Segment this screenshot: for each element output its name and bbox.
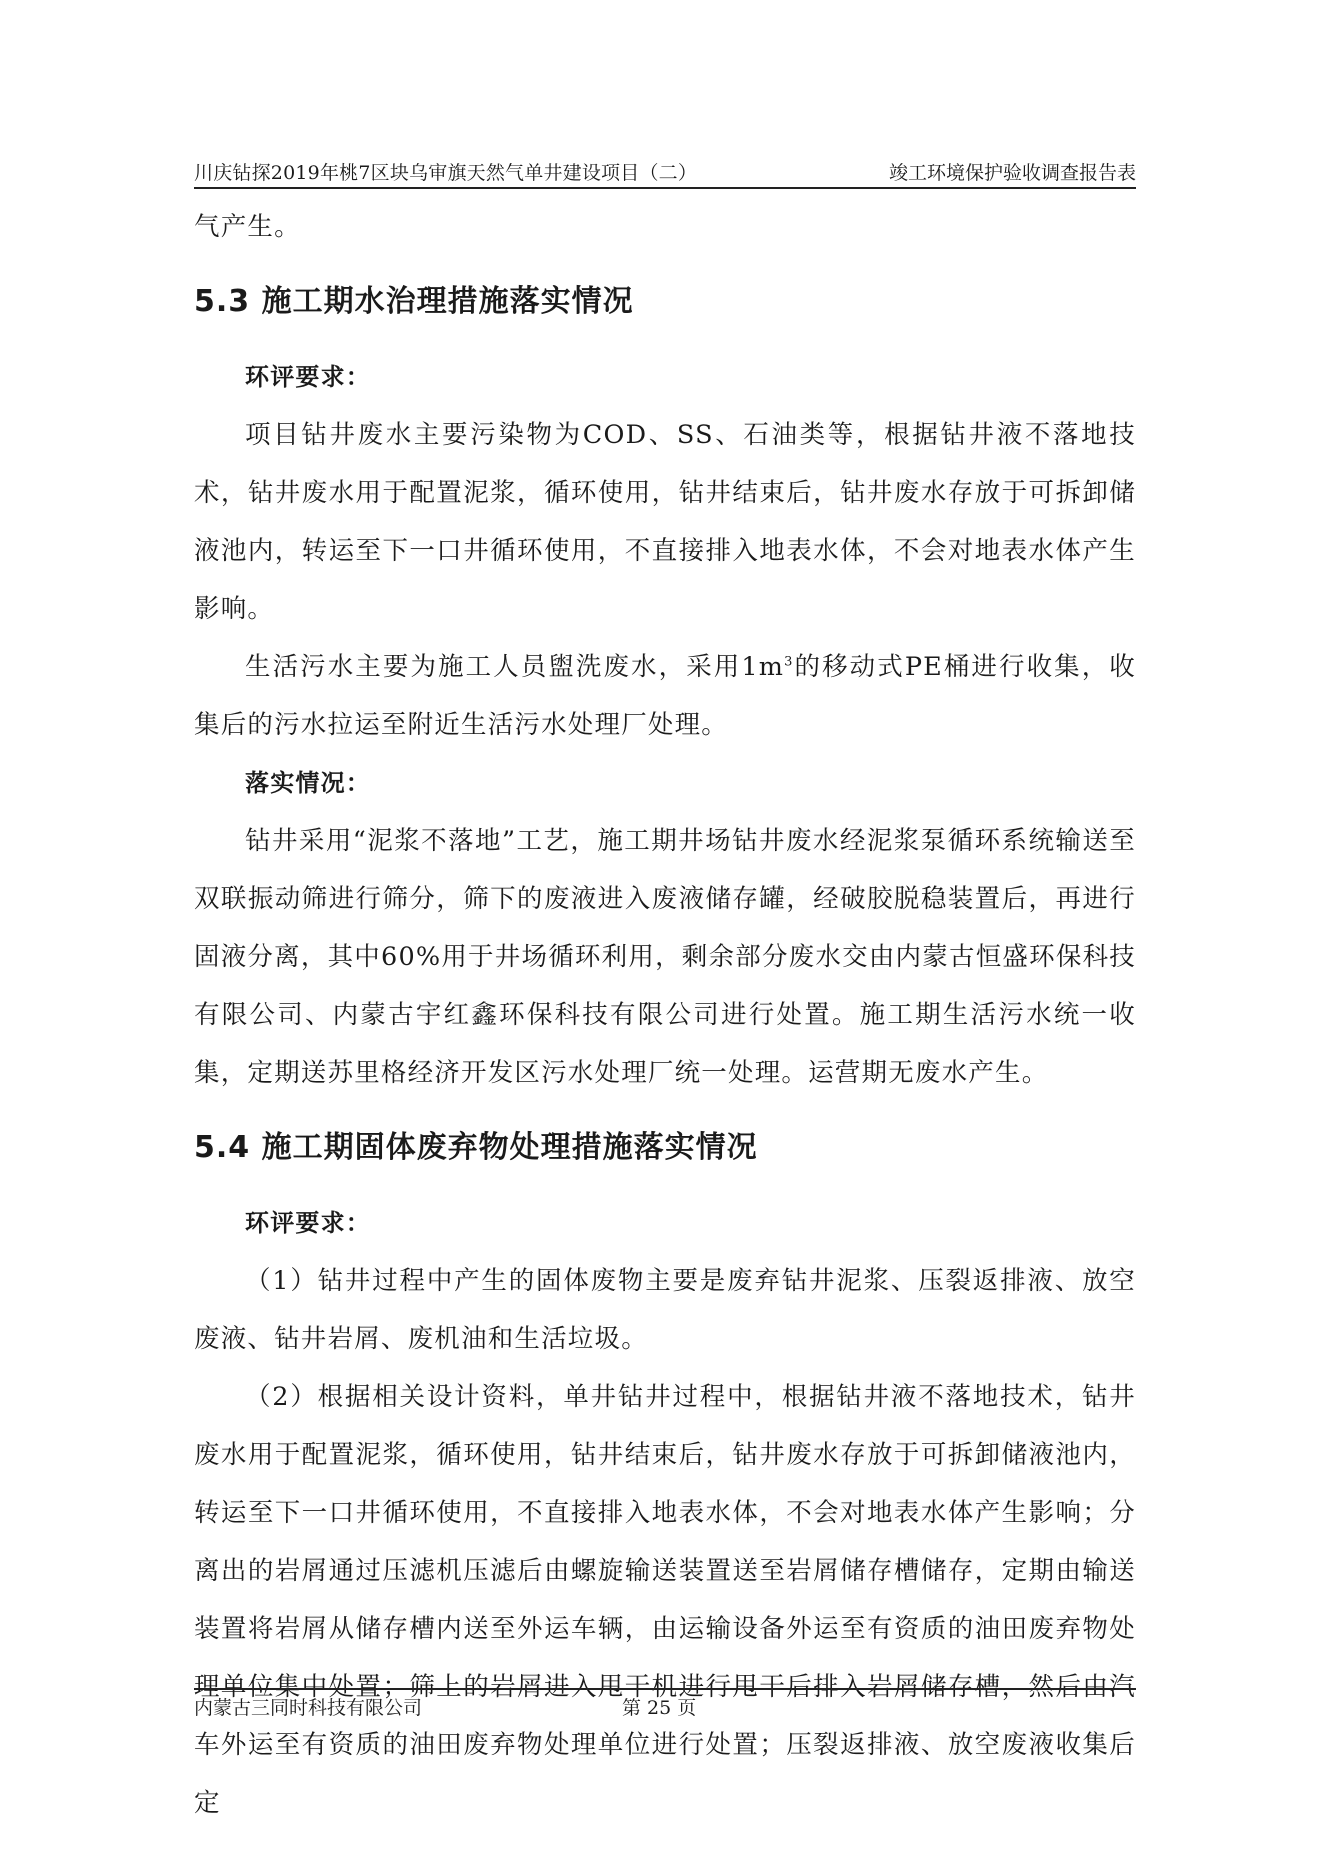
header-rule [194, 187, 1136, 189]
footer-rule [194, 1688, 1136, 1690]
page-body [194, 198, 1136, 1832]
page-number: 第 25 页 [622, 1697, 697, 1719]
footer-company: 内蒙古三同时科技有限公司 [194, 1697, 423, 1719]
label-eia-requirement: 环评要求： [245, 363, 371, 391]
label-implementation: 落实情况： [245, 769, 371, 797]
section-heading-5-3: 5.3 施工期水治理措施落实情况 [194, 284, 634, 319]
header-report-title: 竣工环境保护验收调查报告表 [888, 162, 1136, 184]
paragraph-continuation: 气产生。 [194, 212, 301, 242]
paragraph-implementation: 钻井采用“泥浆不落地”工艺，施工期井场钻井废水经泥浆泵循环系统输送至双联振动筛进行筛分，筛下的废液进入废液储存罐，经破胶脱稳装置后，再进行固液分离，其中60%用于井场循环利用，剩余部分废水交由内蒙古恒盛环保科技有限公司、内蒙古宇红鑫环保科技有限公司进行处置。施工期生活污水统一收集，定期送苏里格经济开发区污水处理厂统一处理。运营期无废水产生。 [194, 826, 1136, 1088]
header-project-title: 川庆钻探2019年桃7区块乌审旗天然气单井建设项目（二） [194, 162, 698, 184]
paragraph-solid-waste-2: （2）根据相关设计资料，单井钻井过程中，根据钻井液不落地技术，钻井废水用于配置泥浆，循环使用，钻井结束后，钻井废水存放于可拆卸储液池内，转运至下一口井循环使用，不直接排入地表水体，不会对地表水体产生影响；分离出的岩屑通过压滤机压滤后由螺旋输送装置送至岩屑储存槽储存，定期由输送装置将岩屑从储存槽内送至外运车辆，由运输设备外运至有资质的油田废弃物处理单位集中处置；筛上的岩屑进入甩干机进行甩干后排入岩屑储存槽，然后由汽车外运至有资质的油田废弃物处理单位进行处置；压裂返排液、放空废液收集后定 [194, 1382, 1136, 1818]
paragraph-drilling-wastewater: 项目钻井废水主要污染物为COD、SS、石油类等，根据钻井液不落地技术，钻井废水用于配置泥浆，循环使用，钻井结束后，钻井废水存放于可拆卸储液池内，转运至下一口井循环使用，不直接排入地表水体，不会对地表水体产生影响。 [194, 420, 1136, 624]
label-eia-requirement-2: 环评要求： [245, 1209, 371, 1237]
section-heading-5-4: 5.4 施工期固体废弃物处理措施落实情况 [194, 1130, 758, 1165]
paragraph-domestic-sewage: 生活污水主要为施工人员盥洗废水，采用$1m^3$的移动式PE桶进行收集，收集后的污水拉运至附近生活污水处理厂处理。 [194, 652, 1137, 740]
paragraph-solid-waste-1: （1）钻井过程中产生的固体废物主要是废弃钻井泥浆、压裂返排液、放空废液、钻井岩屑、废机油和生活垃圾。 [194, 1266, 1136, 1354]
